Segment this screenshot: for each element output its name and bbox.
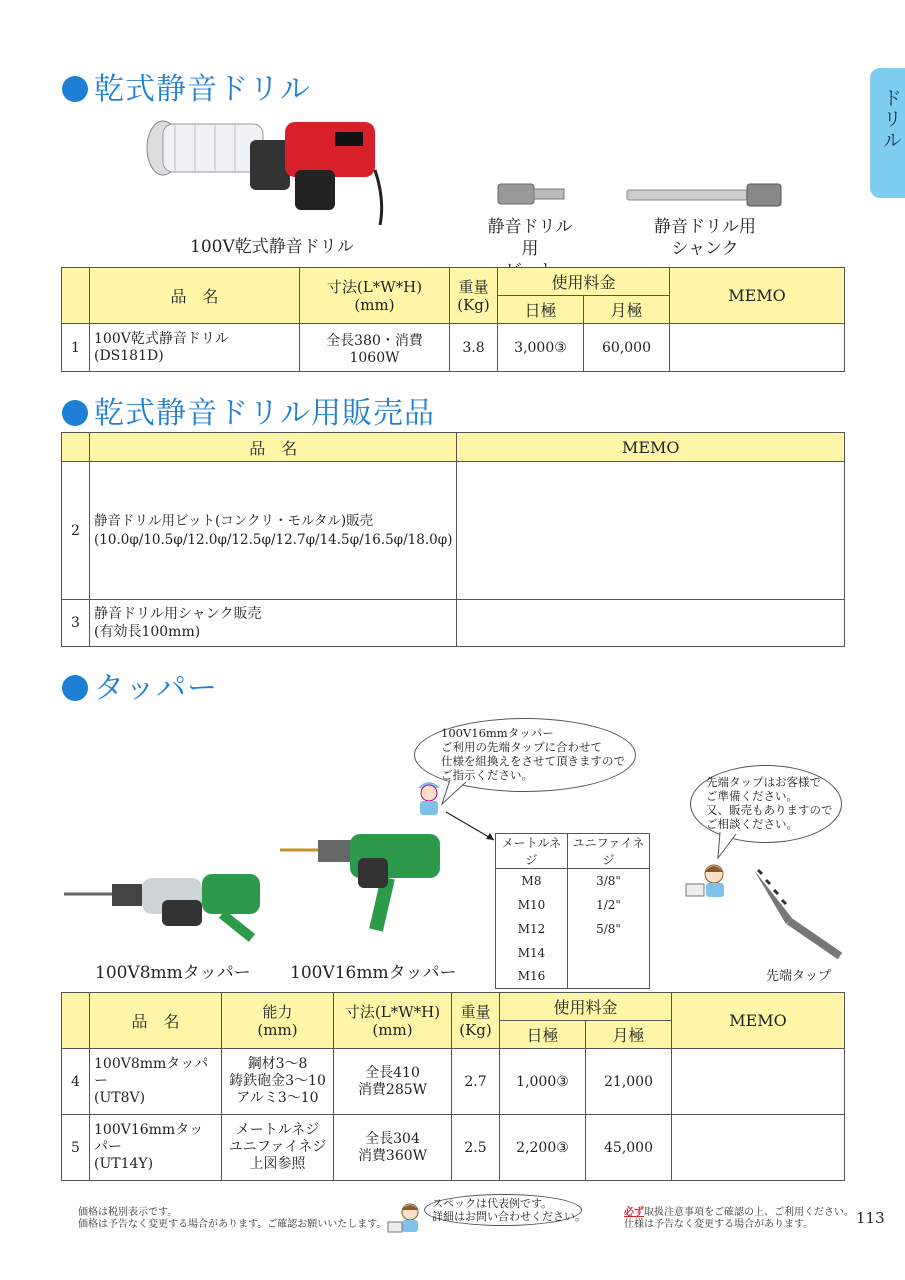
thread-header-unified: ユニファイネジ (568, 834, 650, 869)
row-memo (457, 462, 845, 600)
header-day: 日極 (498, 296, 584, 324)
table-row (496, 965, 650, 989)
row-no: 1 (62, 324, 90, 372)
row-day: 3,000③ (498, 324, 584, 372)
dry-drill-table (61, 267, 845, 372)
header-weight: 重量 (Kg) (450, 268, 498, 324)
tip-tap-image (748, 864, 844, 960)
tapper-16mm-image (278, 830, 448, 950)
footer-right-text: 取扱注意事項をご確認の上、ご利用ください。 仕様は予告なく変更する場合があります。 (624, 1207, 854, 1230)
footer-operator-icon (386, 1200, 426, 1236)
row-dims: 全長410 消費285W (334, 1049, 452, 1115)
table-row (496, 869, 650, 893)
header-name: 品 名 (90, 268, 300, 324)
thread-unified: 3/8" (568, 869, 650, 893)
row-capacity: 鋼材3～8 鋳鉄砲金3～10 アルミ3～10 (222, 1049, 334, 1115)
header-memo: MEMO (672, 993, 845, 1049)
bit-caption: 静音ドリル用 (487, 217, 573, 259)
header-memo: MEMO (670, 268, 845, 324)
thread-metric: M16 (496, 965, 568, 989)
tip-tap-caption: 先端タップ (766, 969, 832, 984)
bubble-tail-icon (440, 780, 480, 806)
footer-right-note (624, 1207, 854, 1231)
page-number: 113 (856, 1209, 885, 1227)
row-name: 静音ドリル用シャンク販売 (有効長100mm) (90, 600, 457, 647)
header-month: 月極 (584, 296, 670, 324)
tapper-8mm-caption: 100V8mmタッパー (95, 963, 251, 983)
header-fee: 使用料金 (500, 993, 672, 1021)
tapper-8mm-image (62, 870, 272, 950)
row-name: 100V16mmタッパー (UT14Y) (90, 1115, 222, 1181)
row-no: 3 (62, 600, 90, 647)
row-month: 45,000 (586, 1115, 672, 1181)
row-month: 60,000 (584, 324, 670, 372)
thread-header-metric: メートルネジ (496, 834, 568, 869)
thread-table (495, 833, 650, 989)
section-title: 乾式静音ドリル用販売品 (94, 396, 435, 431)
header-memo: MEMO (457, 433, 845, 462)
bubble-text: 先端タップはお客様で ご準備ください。 又、販売もありますので ご相談ください。 (706, 775, 833, 831)
row-day: 1,000③ (500, 1049, 586, 1115)
bit-image (496, 180, 568, 208)
dry-drill-image (135, 110, 395, 230)
side-tab[interactable] (870, 68, 905, 198)
header-name: 品 名 (90, 993, 222, 1049)
header-month: 月極 (586, 1021, 672, 1049)
header-name: 品 名 (90, 433, 457, 462)
row-dims: 全長380・消費1060W (300, 324, 450, 372)
thread-metric: M10 (496, 893, 568, 917)
section-title: タッパー (94, 671, 218, 706)
header-dims: 寸法(L*W*H) (mm) (300, 268, 450, 324)
table-row (62, 1115, 845, 1181)
row-name: 100V乾式静音ドリル (DS181D) (90, 324, 300, 372)
thread-unified (568, 941, 650, 965)
table-row (496, 917, 650, 941)
row-day: 2,200③ (500, 1115, 586, 1181)
header-no (62, 268, 90, 324)
table-row (62, 1049, 845, 1115)
header-no (62, 433, 90, 462)
row-name: 静音ドリル用ビット(コンクリ・モルタル)販売 (10.0φ/10.5φ/12.0φ/12.5φ/12.7φ/14.5φ/16.5φ/18.0φ) (90, 462, 457, 600)
header-capacity: 能力 (mm) (222, 993, 334, 1049)
header-fee: 使用料金 (498, 268, 670, 296)
thread-metric: M14 (496, 941, 568, 965)
row-weight: 2.7 (452, 1049, 500, 1115)
footer-left-note: 価格は税別表示です。 価格は予告なく変更する場合があります。ご確認お願いいたします。 (78, 1207, 387, 1230)
table-row (62, 600, 845, 647)
shank-caption: 静音ドリル用 シャンク (654, 217, 756, 259)
footer-bubble-text: スペックは代表例です。 詳細はお問い合わせください。 (432, 1197, 586, 1223)
side-tab-label: ドリル (880, 88, 902, 151)
thread-unified (568, 965, 650, 989)
section-heading-drill-sales (62, 388, 435, 432)
table-row (496, 941, 650, 965)
row-no: 4 (62, 1049, 90, 1115)
table-row (62, 324, 845, 372)
table-row (62, 462, 845, 600)
bullet-icon (62, 400, 88, 426)
row-capacity: メートルネジ ユニファイネジ 上図参照 (222, 1115, 334, 1181)
drill-sales-table (61, 432, 845, 647)
section-heading-tapper (62, 663, 218, 707)
header-no (62, 993, 90, 1049)
footer-emphasis: 必ず (624, 1207, 644, 1218)
row-no: 2 (62, 462, 90, 600)
row-memo (457, 600, 845, 647)
row-dims: 全長304 消費360W (334, 1115, 452, 1181)
header-weight: 重量 (Kg) (452, 993, 500, 1049)
bullet-icon (62, 76, 88, 102)
drill-caption: 100V乾式静音ドリル (190, 237, 354, 257)
header-day: 日極 (500, 1021, 586, 1049)
thread-metric: M8 (496, 869, 568, 893)
operator-icon (684, 860, 732, 900)
section-title: 乾式静音ドリル (94, 72, 311, 107)
row-memo (672, 1049, 845, 1115)
section-heading-dry-drill (62, 64, 311, 108)
tapper-16mm-caption: 100V16mmタッパー (290, 963, 457, 983)
pointer-arrow-icon (444, 810, 500, 846)
bubble-tail-icon (714, 832, 744, 862)
row-month: 21,000 (586, 1049, 672, 1115)
row-weight: 2.5 (452, 1115, 500, 1181)
table-row (496, 893, 650, 917)
shank-image (625, 182, 785, 208)
bubble-text: 100V16mmタッパー ご利用の先端タップに合わせて 仕様を組換えをさせて頂きますので ご指示ください。 (441, 726, 625, 782)
row-name: 100V8mmタッパー (UT8V) (90, 1049, 222, 1115)
row-weight: 3.8 (450, 324, 498, 372)
thread-unified: 5/8" (568, 917, 650, 941)
row-memo (672, 1115, 845, 1181)
bullet-icon (62, 675, 88, 701)
row-memo (670, 324, 845, 372)
row-no: 5 (62, 1115, 90, 1181)
header-dims: 寸法(L*W*H) (mm) (334, 993, 452, 1049)
thread-unified: 1/2" (568, 893, 650, 917)
thread-metric: M12 (496, 917, 568, 941)
tapper-table (61, 992, 845, 1181)
worker-icon (412, 776, 446, 816)
